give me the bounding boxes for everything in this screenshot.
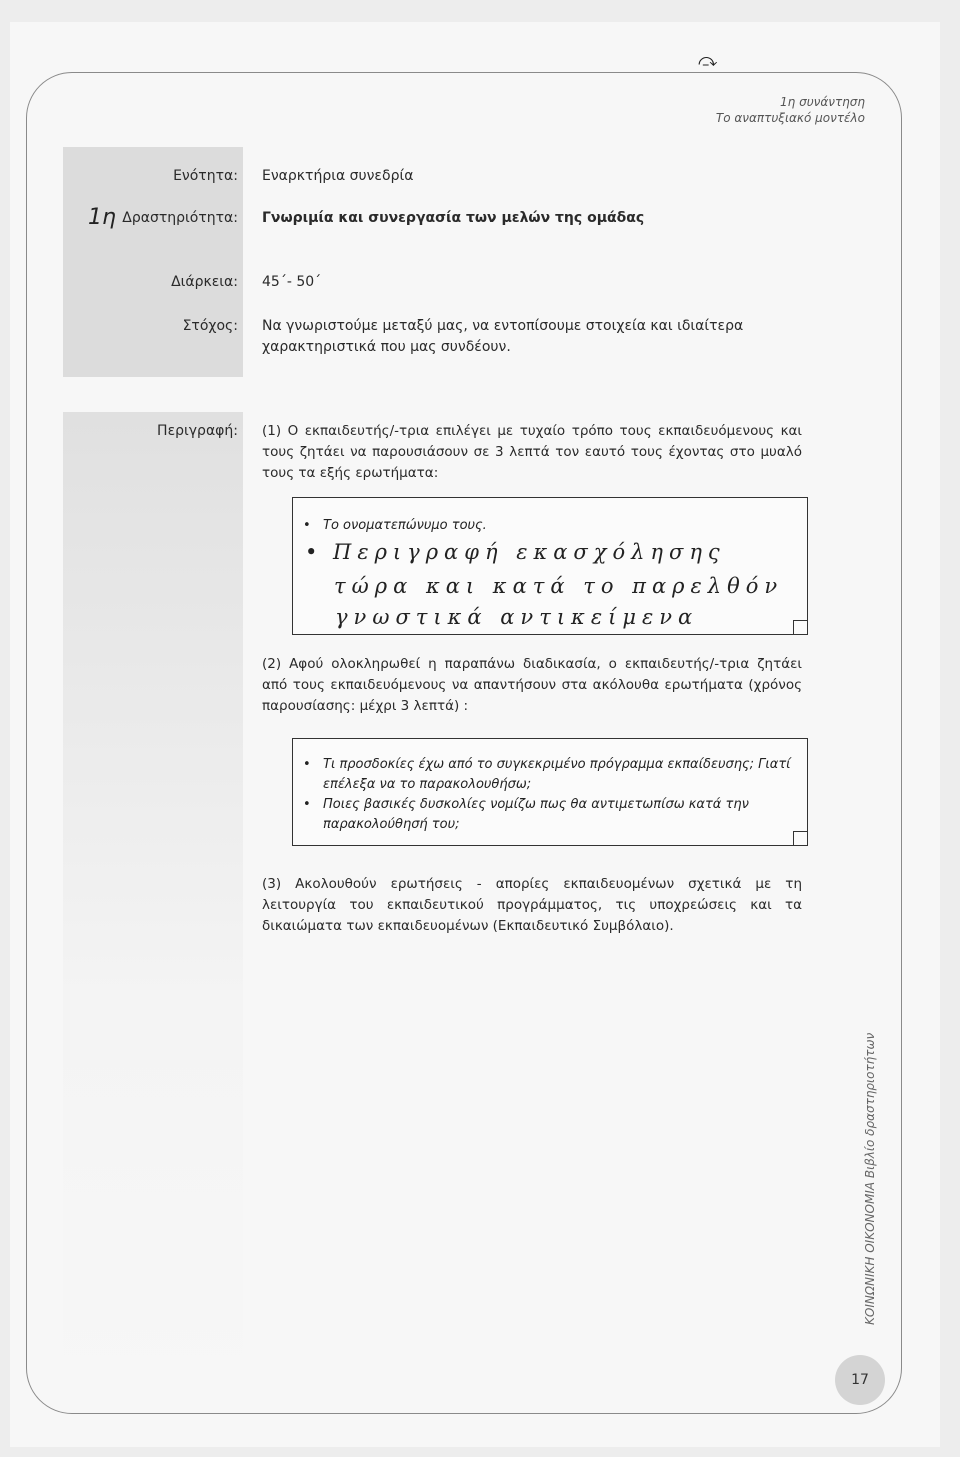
- step-1-text: (1) Ο εκπαιδευτής/-τρια επιλέγει με τυχαίο τρόπο τους εκπαιδευόμενους και τους ζητάει να παρουσιάσουν σε 3 λεπτά τον εαυτό τους έχοντας στο μυαλό τους τα εξής ερωτήματα:: [262, 423, 802, 481]
- box1-folded-corner: [793, 620, 808, 635]
- step-2-text: (2) Αφού ολοκληρωθεί η παραπάνω διαδικασία, ο εκπαιδευτής/-τρια ζητάει από τους εκπαιδευόμενους να απαντήσουν στα ακόλουθα ερωτήματα (χρόνος παρουσίασης: μέχρι 3 λεπτά) :: [262, 656, 802, 714]
- header-subtitle: Το αναπτυξιακό μοντέλο: [715, 111, 865, 125]
- box1-item-name: • Το ονοματεπώνυμο τους.: [293, 516, 807, 536]
- unit-value: Εναρκτήρια συνεδρία: [262, 168, 414, 184]
- activity-number: 1η: [88, 205, 116, 230]
- handwritten-line-1: Περιγραφή εκασχόλησης: [333, 540, 726, 564]
- activity-label: Δραστηριότητα:: [122, 210, 238, 226]
- page-number: 17: [835, 1355, 885, 1405]
- duration-label: Διάρκεια:: [171, 274, 238, 290]
- label-column-bottom: [63, 412, 243, 1392]
- handwriting-bullet: •: [305, 540, 324, 564]
- box2-item-difficulties: • Ποιες βασικές δυσκολίες νομίζω πως θα αντιμετωπίσω κατά την παρακολούθησή του;: [293, 795, 795, 835]
- duration-value: 45΄- 50΄: [262, 274, 322, 290]
- step-3-text: (3) Ακολουθούν ερωτήσεις - απορίες εκπαιδευομένων σχετικά με τη λειτουργία του εκπαιδευτικού προγράμματος, τις υποχρεώσεις και τα δικαιώματα των εκπαιδευομένων (Εκπαιδευτικό Συμβόλαιο).: [262, 876, 802, 934]
- handwritten-line-3: γνωστικά αντικείμενα: [335, 605, 699, 629]
- box2-item-expectations: • Τι προσδοκίες έχω από το συγκεκριμένο πρόγραμμα εκπαίδευσης; Γιατί επέλεξα να το παρακολουθήσω;: [293, 755, 795, 795]
- handwritten-line-2: τώρα και κατά το παρελθόν: [334, 574, 784, 598]
- activity-value: Γνωριμία και συνεργασία των μελών της ομάδας: [262, 210, 645, 226]
- series-title-vertical: ΚΟΙΝΩΝΙΚΗ ΟΙΚΟΝΟΜΙΑ Βιβλίο δραστηριοτήτων: [863, 1032, 877, 1325]
- goal-label: Στόχος:: [182, 318, 238, 334]
- box2-folded-corner: [793, 831, 808, 846]
- header-session: 1η συνάντηση: [780, 95, 865, 109]
- questions-box-2: [292, 738, 808, 846]
- corner-mark: ⤼: [698, 50, 718, 71]
- goal-value: Να γνωριστούμε μεταξύ μας, να εντοπίσουμε στοιχεία και ιδιαίτερα χαρακτηριστικά που μας συνδέουν.: [262, 318, 744, 355]
- unit-label: Ενότητα:: [173, 168, 238, 184]
- description-label: Περιγραφή:: [157, 423, 238, 439]
